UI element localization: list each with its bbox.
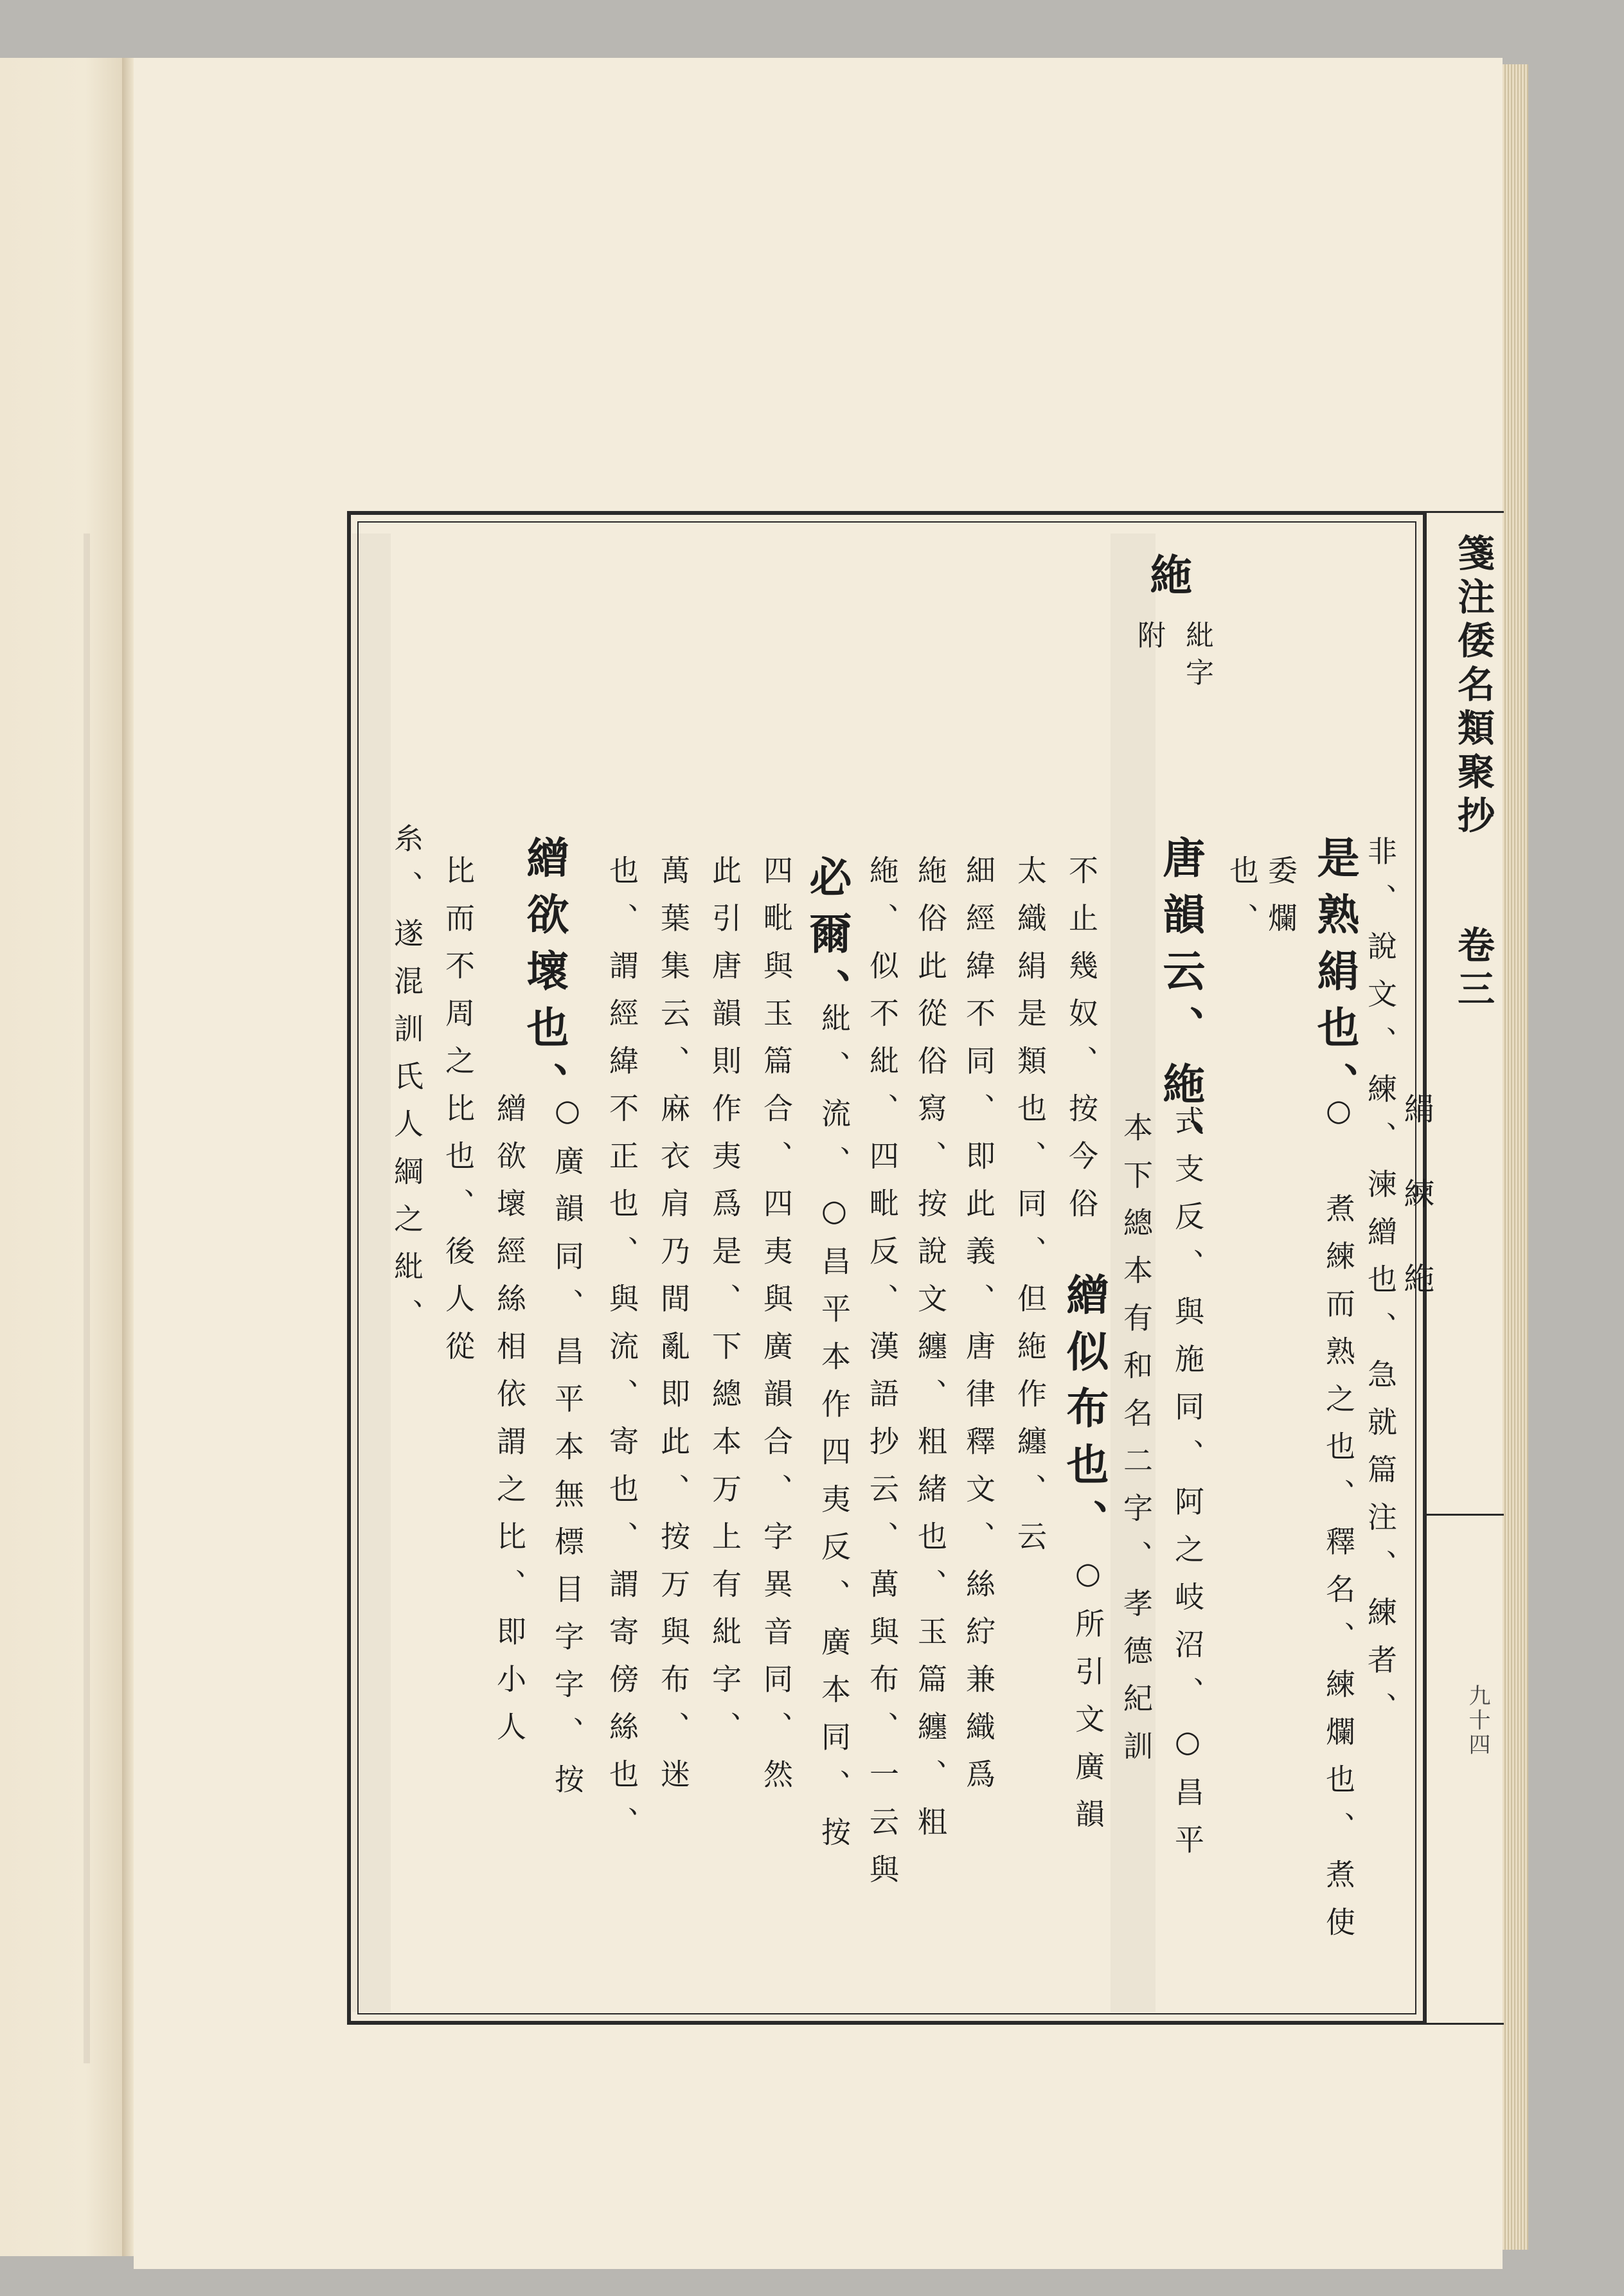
text-column-main: 必爾、 bbox=[802, 855, 852, 1025]
text-column: 絁俗此從俗寫、按說文纏、粗緒也、玉篇纏、粗 bbox=[913, 855, 948, 1854]
entry-headword: 絁 bbox=[1143, 553, 1193, 607]
book-gutter bbox=[122, 58, 134, 2256]
page-stack-edge bbox=[1503, 64, 1528, 2250]
text-column-note: ○廣韻同、昌平本無標目字字、按 bbox=[550, 1093, 585, 1811]
margin-rule-bottom bbox=[1427, 2023, 1504, 2025]
text-column: 本下總本有和名二字、孝德紀訓 bbox=[1119, 1112, 1154, 1778]
left-page bbox=[0, 58, 123, 2256]
text-column: 此引唐韻則作夷爲是、下總本万上有紕字、 bbox=[708, 855, 742, 1759]
text-column: 不止幾奴、按今俗 bbox=[1064, 855, 1099, 1235]
margin-rule-mid bbox=[1427, 1514, 1504, 1516]
text-column: 絁、似不紕、四毗反、漢語抄云、萬與布、一云與 bbox=[865, 855, 900, 1901]
text-column: 四毗與玉篇合、四夷與廣韻合、字異音同、然 bbox=[759, 855, 794, 1806]
text-column: 非、說文、練、湅繒也、急就篇注、練者、 bbox=[1363, 836, 1398, 1739]
text-column-note: 式支反、與施同、阿之岐沼、○昌平 bbox=[1170, 1106, 1205, 1872]
text-column: 繒欲壞經絲相依謂之比、即小人 bbox=[492, 1093, 527, 1759]
text-column: 比而不周之比也、後人從 bbox=[441, 855, 476, 1378]
text-column-main: 繒似布也、 bbox=[1059, 1273, 1109, 1556]
text-column-main: 唐韻云、絁、 bbox=[1156, 836, 1206, 1175]
entry-subnote-right: 紕字 bbox=[1181, 620, 1213, 695]
running-head-title: 箋注倭名類聚抄 bbox=[1451, 534, 1495, 839]
text-column: 也、 bbox=[1225, 855, 1260, 950]
running-head-section: 絹 練 絁 bbox=[1398, 1093, 1434, 1302]
entry-subnote-left: 附 bbox=[1132, 620, 1165, 658]
text-column: 也、謂經緯不正也、與流、寄也、謂寄傍絲也、 bbox=[605, 855, 639, 1854]
text-column: 細經緯不同、即此義、唐律釋文、絲紵兼織爲 bbox=[961, 855, 996, 1806]
page-number: 九十四 bbox=[1465, 1684, 1490, 1757]
text-column-note: 紕、流、○昌平本作四夷反、廣本同、按 bbox=[817, 1003, 852, 1864]
text-column: 委爛 bbox=[1263, 855, 1298, 950]
margin-rule-top bbox=[1427, 511, 1504, 513]
text-column: 太織絹是類也、同、但絁作纏、云 bbox=[1013, 855, 1048, 1568]
text-column-main: 是熟絹也、 bbox=[1310, 836, 1360, 1118]
text-column: 糸、遂混訓氏人綱之紕、 bbox=[389, 823, 424, 1346]
text-column: 萬葉集云、麻衣肩乃間亂即此、按万與布、迷 bbox=[656, 855, 691, 1806]
running-head-volume: 卷三 bbox=[1451, 926, 1495, 1013]
text-column-main: 繒欲壞也、 bbox=[519, 836, 569, 1118]
bleed-through-mark bbox=[84, 534, 90, 2063]
text-column-note: ○ 煮練而熟之也、釋名、練爛也、煮使 bbox=[1321, 1093, 1356, 1954]
text-column-note: ○所引文廣韻 bbox=[1071, 1556, 1105, 1846]
